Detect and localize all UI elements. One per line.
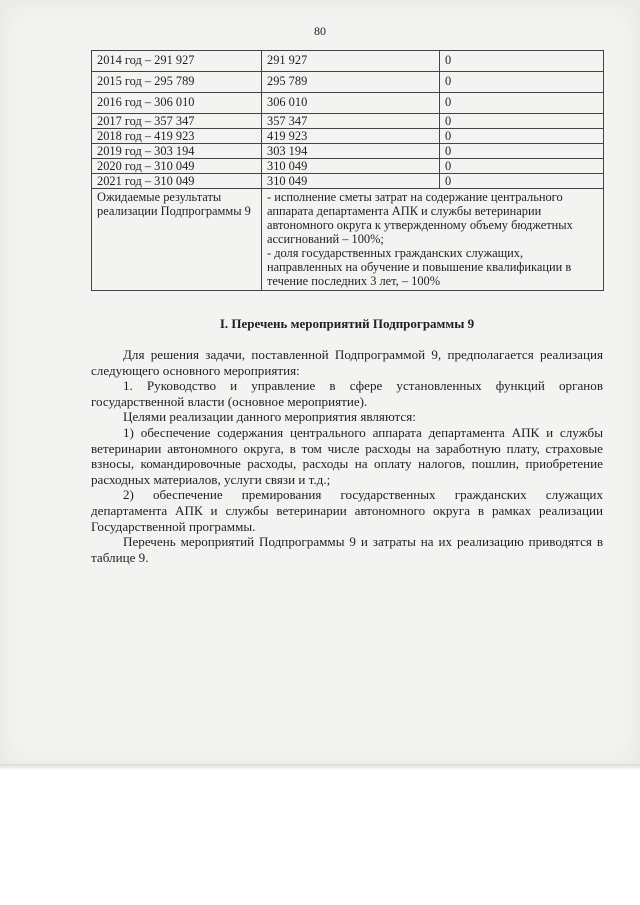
table-cell-year: 2018 год – 419 923 bbox=[92, 129, 262, 144]
table-cell-year: 2017 год – 357 347 bbox=[92, 114, 262, 129]
table-row bbox=[92, 144, 604, 159]
paragraph: 1) обеспечение содержания центрального аппарата департамента АПК и службы ветеринарии автономного округа, в том числе расходы на заработную плату, страховые взносы, командировочные расходы, расходы на оплату налогов, пошлин, приобретение расходных материалов, услуги связи и т.д.; bbox=[91, 424, 603, 487]
results-item: - исполнение сметы затрат на содержание центрального аппарата департамента АПК и службы ветеринарии автономного округа к утвержденному объему бюджетных ассигнований – 100%; bbox=[267, 190, 573, 246]
table-row bbox=[92, 174, 604, 189]
table-row bbox=[92, 51, 604, 72]
table-cell-year: 2019 год – 303 194 bbox=[92, 144, 262, 159]
table-cell-value: 0 bbox=[440, 174, 604, 189]
table-cell-value: 0 bbox=[440, 72, 604, 93]
table-cell-year: 2016 год – 306 010 bbox=[92, 93, 262, 114]
table-cell-year: 2021 год – 310 049 bbox=[92, 174, 262, 189]
table-cell-value: 0 bbox=[440, 51, 604, 72]
table-cell-amount: 310 049 bbox=[262, 159, 440, 174]
table-row bbox=[92, 93, 604, 114]
funding-table bbox=[91, 50, 604, 291]
table-row bbox=[92, 72, 604, 93]
scan-edge bbox=[0, 764, 640, 770]
paragraph: Перечень мероприятий Подпрограммы 9 и затраты на их реализацию приводятся в таблице 9. bbox=[91, 534, 603, 565]
table-cell-amount: 306 010 bbox=[262, 93, 440, 114]
table-cell-value: 0 bbox=[440, 93, 604, 114]
table-cell-value: 0 bbox=[440, 114, 604, 129]
paragraph: 2) обеспечение премирования государственных гражданских служащих департамента АПК и службы ветеринарии автономного округа в рамках реализации Государственной программы. bbox=[91, 487, 603, 534]
body-text bbox=[91, 347, 603, 565]
paragraph: Для решения задачи, поставленной Подпрограммой 9, предполагается реализация следующего основного мероприятия: bbox=[91, 347, 603, 378]
results-item: - доля государственных гражданских служащих, направленных на обучение и повышение квалификации в течение последних 3 лет, – 100% bbox=[267, 246, 572, 288]
table-cell-value: 0 bbox=[440, 144, 604, 159]
results-description bbox=[262, 189, 604, 291]
table-row bbox=[92, 129, 604, 144]
table-cell-year: 2014 год – 291 927 bbox=[92, 51, 262, 72]
table-cell-value: 0 bbox=[440, 129, 604, 144]
results-label: Ожидаемые результаты реализации Подпрограммы 9 bbox=[92, 189, 262, 291]
table-cell-amount: 357 347 bbox=[262, 114, 440, 129]
table-cell-amount: 310 049 bbox=[262, 174, 440, 189]
table-cell-amount: 291 927 bbox=[262, 51, 440, 72]
table-row bbox=[92, 114, 604, 129]
table-cell-year: 2015 год – 295 789 bbox=[92, 72, 262, 93]
table-cell-year: 2020 год – 310 049 bbox=[92, 159, 262, 174]
paragraph: 1. Руководство и управление в сфере установленных функций органов государственной власти (основное мероприятие). bbox=[91, 378, 603, 409]
table-cell-value: 0 bbox=[440, 159, 604, 174]
page-number: 80 bbox=[314, 24, 326, 38]
table-cell-amount: 295 789 bbox=[262, 72, 440, 93]
table-cell-amount: 303 194 bbox=[262, 144, 440, 159]
table-row-results bbox=[92, 189, 604, 291]
table-row bbox=[92, 159, 604, 174]
section-heading: I. Перечень мероприятий Подпрограммы 9 bbox=[219, 316, 475, 331]
table-cell-amount: 419 923 bbox=[262, 129, 440, 144]
paragraph: Целями реализации данного мероприятия являются: bbox=[123, 409, 416, 425]
